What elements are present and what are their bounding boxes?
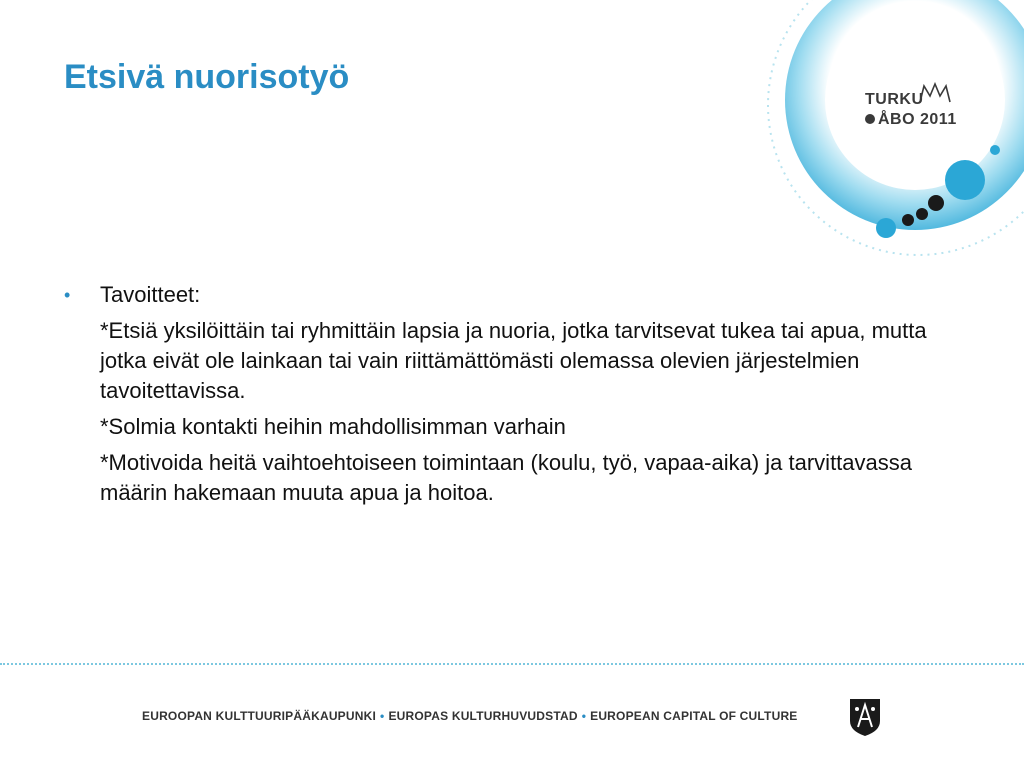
footer-separator: •: [380, 709, 385, 723]
logo-dot: [865, 114, 875, 124]
footer-english: EUROPEAN CAPITAL OF CULTURE: [590, 709, 798, 723]
turku-logo-graphic: [740, 0, 1024, 270]
logo-line-2: ÅBO 2011: [878, 111, 957, 128]
crown-icon: [918, 82, 952, 104]
goal-paragraph-1: *Etsiä yksilöittäin tai ryhmittäin lapsia ja nuoria, jotka tarvitsevat tukea tai apua, mutta jotka eivät ole lainkaan tai vain riittämättömästi olemassa olevien järjestelmien tavoitettavissa.: [100, 318, 927, 403]
bullet-item: [64, 280, 964, 310]
bullet-icon: •: [64, 285, 71, 305]
footer-swedish: EUROPAS KULTURHUVUDSTAD: [388, 709, 578, 723]
footer-finnish: EUROOPAN KULTTUURIPÄÄKAUPUNKI: [142, 709, 377, 723]
slide-content: [64, 280, 964, 514]
footer-divider: [0, 663, 1024, 665]
bullet-heading: Tavoitteet:: [100, 282, 201, 307]
slide-title: Etsivä nuorisotyö: [64, 58, 350, 96]
footer-separator: •: [581, 709, 587, 723]
goal-paragraph-3: *Motivoida heitä vaihtoehtoiseen toimintaan (koulu, työ, vapaa-aika) ja tarvittavassa määrin hakemaan muuta apua ja hoitoa.: [100, 450, 913, 505]
turku-crest-icon: [848, 697, 882, 737]
goal-paragraph-2: *Solmia kontakti heihin mahdollisimman varhain: [100, 414, 566, 439]
footer-tagline: [142, 709, 798, 723]
logo-line-1: TURKU: [865, 91, 924, 108]
